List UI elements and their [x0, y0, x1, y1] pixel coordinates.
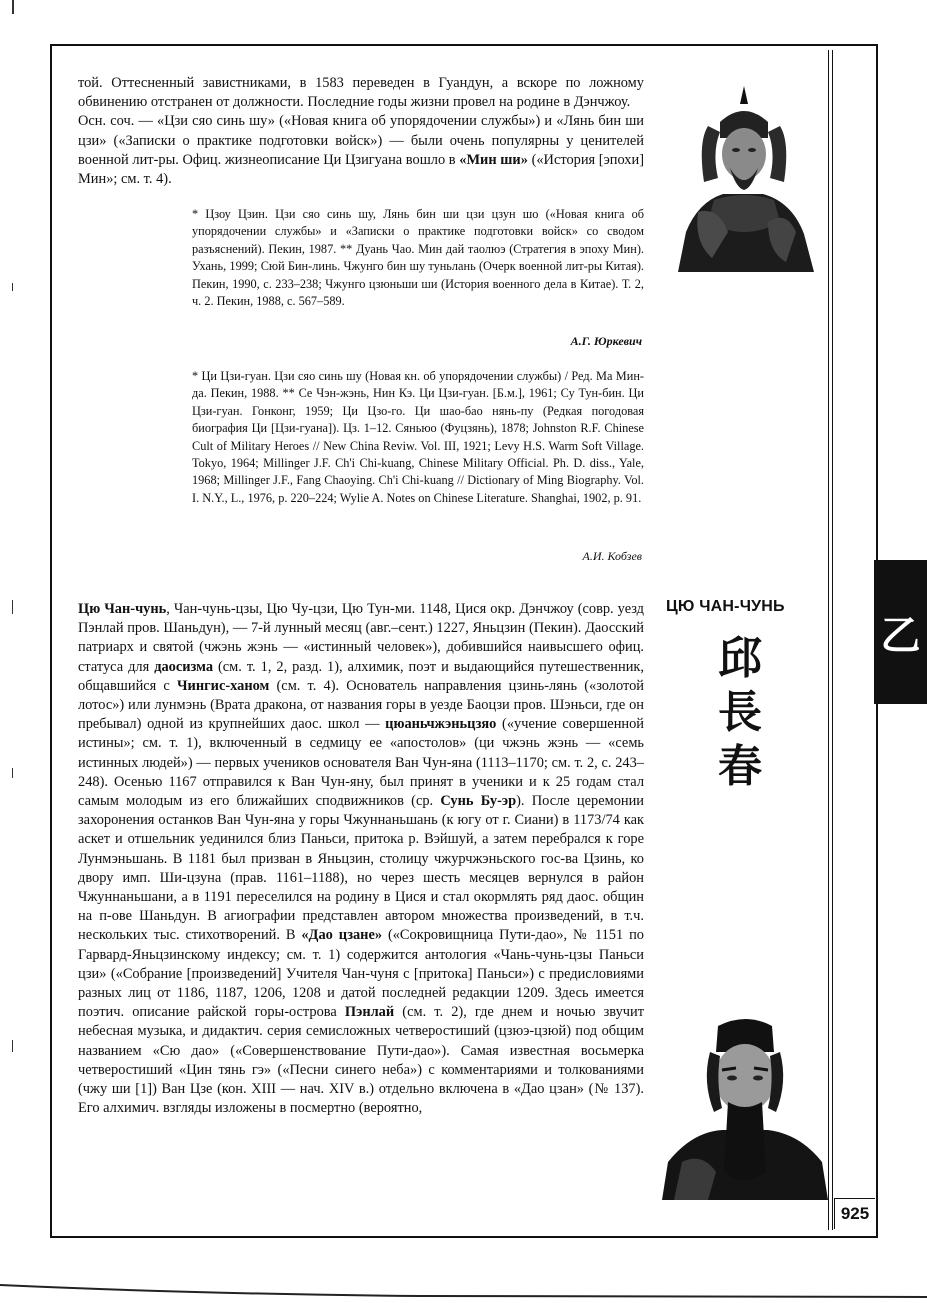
margin-rule [828, 50, 829, 1230]
cross-reference: «Дао цзане» [301, 927, 383, 944]
article-lead: Цю Чан-чунь [78, 601, 167, 617]
article-continuation [78, 74, 644, 189]
paragraph: Осн. соч. — «Цзи сяо синь шу» («Новая книга об упорядочении службы») и «Лянь бин ши цзи» («Записки о практике подготовки войск») — были очень популярны у ценителей военной лит-ры. Офиц. жизнеописание Ци Цзигуана вошло в «Мин ши» («История [эпохи] Мин»; см. т. 4). [78, 113, 644, 188]
cross-reference: цюаньчжэньцзяо [385, 716, 497, 733]
scan-mark [12, 600, 13, 614]
author-signature: А.И. Кобзев [582, 549, 642, 563]
paragraph: той. Оттесненный завистниками, в 1583 переведен в Гуандун, а вскоре по ложному обвинению отстранен от должности. Последние годы жизни провел на родине в Дэнчжоу. [78, 75, 644, 111]
text-run: (см. т. 1, 2, разд. 1), алхимик, поэт и выдающийся путешественник, общавшийся с [78, 658, 644, 694]
text-run: ). После церемонии захоронения останков Ван Чун-яна у горы Чжуннаньшань (к югу от г. Сиани) в 1173/74 как аскет и отшельник уединился близ Паньси, притока р. Вэйшуй, а затем перебрался к горе Лунмэньшань. В 1181 был призван в Яньцзин, столицу чжурчжэньского гос-ва Цзинь, ко двору имп. Ши-цзуна (прав. 1161–1188), но через шесть месяцев вернулся в район Чжуннаньшани, а в 1191 переселился на родину в Цися и стал окормлять ряд даос. общин на п-ове Шаньдун. В агиографии представлен автором множества произведений, в т.ч. нескольких тыс. стихотворений. В [78, 793, 644, 944]
page-number: 925 [834, 1198, 875, 1229]
text-run: (см. т. 4). Основатель направления цзинь-лянь («золотой лотос») или лунмэнь (Врата дракона, от названия горы в уезде Баоцзи пров. Шэньси, где он пребывал) одной из крупнейших даос. школ — [78, 677, 644, 733]
section-tab-glyph: 乙 [880, 612, 921, 659]
hanzi-character: 邱 [718, 633, 762, 684]
cross-reference: «Мин ши» [459, 151, 528, 168]
bibliography-1: * Цзоу Цзин. Цзи сяо синь шу, Лянь бин ши цзи цзун шо («Новая книга об упорядочении службы» и «Записки о практике подготовки войск» со сводом разъяснений). Пекин, 1987. ** Дуань Чао. Мин дай таолюэ (Стратегия в эпоху Мин). Ухань, 1999; Сюй Бин-линь. Чжунго бин шу туньлань (Очерк военной лит-ры Китая). Пекин, 1990, с. 233–238; Чжунго цзюньши ши (История военного дела в Китае). Т. 2, ч. 2. Пекин, 1988, с. 567–589. [192, 207, 644, 309]
margin-rule [832, 50, 833, 1230]
scan-mark [12, 768, 13, 778]
scan-edge [0, 1282, 927, 1303]
scan-mark [12, 1040, 13, 1052]
hanzi-character: 長 [718, 687, 762, 738]
cross-reference: Сунь Бу-эр [440, 793, 517, 810]
cross-reference: Чингис-ханом [176, 677, 270, 694]
scan-mark [12, 283, 13, 291]
article-headword: ЦЮ ЧАН-ЧУНЬ [666, 598, 785, 615]
section-tab [874, 560, 927, 704]
portrait-qi-jiguang [668, 82, 820, 272]
scan-mark [12, 0, 14, 14]
author-signature: А.Г. Юркевич [570, 334, 642, 348]
text-run: («учение совершенной истины»; см. т. 1), включенный в седмицу ее «апостолов» (ци чжэнь жэнь — «семь истинных людей») — первых учеников основателя Ван Чун-яна (1113–1170; см. т. 2, с. 243–248). Осенью 1167 отправился к Ван Чун-яну, был принят в ученики и к 25 годам стал самым молодым из его ближайших сподвижников (ср. [78, 716, 644, 810]
bibliography-2: * Ци Цзи-гуан. Цзи сяо синь шу (Новая кн. об упорядочении службы) / Ред. Ма Мин-да. Пекин, 1988. ** Се Чэн-жэнь, Нин Кэ. Ци Цзи-гуан. [Б.м.], 1961; Су Тун-бин. Ци Цзи-гуан. Гонконг, 1959; Ци Цзо-го. Ци шао-бао нянь-пу (Редкая погодовая биография Ци [Цзи-гуана]). Цз. 1–12. Сяньюо (Фуцзянь), 1878; Johnston R.F. Chinese Cult of Military Heroes // New China Reviw. Vol. III, 1921; Levy H.S. Warm Soft Village. Tokyo, 1964; Millinger J.F. Ch'i Chi-kuang, Chinese Military Official. Ph. D. diss., Yale, 1968; Millinger J.F., Fang Chaoying. Ch'i Chi-kuang // Dictionary of Ming Biography. Vol. I. N.Y., L., 1976, p. 220–224; Wylie A. Notes on Chinese Literature. Shanghai, 1902, p. 91. [192, 369, 644, 505]
cross-reference: даосизма [154, 658, 214, 675]
text-run: , Чан-чунь-цзы, Цю Чу-цзи, Цю Тун-ми. 1148, Цися окр. Дэнчжоу (совр. уезд Пэнлай пров. Шаньдун), — 7-й лунный месяц (авг.–сент.) 1227, Яньцзин (Пекин). Даосский патриарх и святой (чжэнь жэнь — «истинный человек»), добившийся наивысшего офиц. статуса для [78, 601, 645, 675]
text-run: (см. т. 2), где днем и ночью звучит небесная музыка, и дидактич. серия семисложных четверостиший (цзюэ-цзюй) под общим названием «Сю дао» («Совершенствование Пути-дао»). Самая известная восьмерка четверостиший «Цин тянь гэ» («Песни синего неба») с комментариями и толкованиями (чжу ши [1]) Ван Цзе (кон. XIII — нач. XIV в.) отдельно включена в «Дао цзан» (№ 137). Его алхимич. взгляды изложены в посмертно (вероятно, [78, 1004, 644, 1117]
article-body [78, 600, 644, 1118]
paragraph [78, 600, 644, 1118]
text-run: («Сокровищница Пути-дао», № 1151 по Гарвард-Яньцзинскому индексу; см. т. 1) содержится антология «Чань-чунь-цзы Паньси цзи» («Собрание [произведений] Учителя Чан-чуня с [притока] Паньси») с предисловиями разных лиц от 1186, 1187, 1206, 1208 и датой последней редакции 1209. Здесь имеется поэтич. описание райской горы-острова [78, 927, 644, 1021]
portrait-qiu-changchun [662, 1012, 828, 1200]
cross-reference: Пэнлай [344, 1004, 395, 1021]
hanzi-name [700, 632, 780, 794]
hanzi-character: 春 [718, 741, 762, 792]
